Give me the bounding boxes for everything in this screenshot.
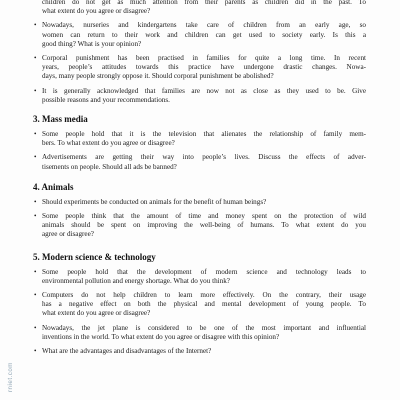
text-line: years, people’s attitudes towards this practice have undergone drastic changes. Nowa- xyxy=(42,63,366,72)
text-line: animals should be spent on improving the well-being of humans. To what extent do you xyxy=(42,221,366,230)
text-line: agree or disagree? xyxy=(42,230,94,239)
text-line: Advertisements are getting their way into people’s lives. Discuss the effects of adver- xyxy=(42,153,366,162)
list-item xyxy=(34,347,366,356)
bullet-icon: • xyxy=(34,130,37,139)
list-item xyxy=(34,212,366,240)
text-line: Should experiments be conducted on animals for the benefit of human beings? xyxy=(42,197,267,206)
text-line: days, many people strongly oppose it. Should corporal punishment be abolished? xyxy=(42,72,274,81)
text-line: environmental pollution and energy shortage. What do you think? xyxy=(42,276,230,285)
text-line: children do not get as much attention from their parents as children did in the past. To xyxy=(42,0,366,6)
text-line: Nowadays, the jet plane is considered to be one of the most important and influential xyxy=(42,323,366,332)
text-line: women can return to their work and children can get used to society early. Is this a xyxy=(42,30,366,39)
text-line: tisements on people. Should all ads be banned? xyxy=(42,162,177,171)
bullet-list xyxy=(0,268,400,357)
section xyxy=(0,0,400,105)
list-item xyxy=(34,323,366,342)
text-line: Some people think that the amount of time and money spent on the protection of wild xyxy=(42,212,366,221)
list-item xyxy=(34,197,366,207)
bullet-icon: • xyxy=(34,291,37,300)
bullet-icon: • xyxy=(34,54,37,63)
text-line: what extent do you agree or disagree? xyxy=(42,309,151,318)
text-line: It is generally acknowledged that families are now not as close as they used to be. Give xyxy=(42,86,366,95)
text-line: Nowadays, nurseries and kindergartens take care of children from an early age, so xyxy=(42,21,366,30)
list-item xyxy=(34,153,366,171)
text-line: Computers do not help children to learn more effectively. On the contrary, their usage xyxy=(42,291,366,300)
text-line: Corporal punishment has been practised in families for quite a long time. In recent xyxy=(42,54,366,63)
list-item xyxy=(34,291,366,319)
section xyxy=(0,181,400,240)
list-item xyxy=(34,267,366,286)
bullet-icon: • xyxy=(34,86,37,95)
list-item xyxy=(34,130,366,148)
text-line: possible reasons and your recommendations. xyxy=(42,95,170,104)
section-heading: 5. Modern science & technology xyxy=(33,251,156,262)
text-line: What are the advantages and disadvantages of the Internet? xyxy=(42,347,212,356)
bullet-icon: • xyxy=(34,347,37,356)
text-line: Some people hold that it is the television that alienates the relationship of family mem- xyxy=(42,130,366,139)
text-line: good thing? What is your opinion? xyxy=(42,39,142,48)
text-line: what extent do you agree or disagree? xyxy=(42,7,151,16)
bullet-list xyxy=(0,0,400,105)
section xyxy=(0,251,400,357)
text-line: has a negative effect on both the physical and mental development of young people. To xyxy=(42,300,366,309)
list-item xyxy=(34,86,366,105)
section xyxy=(0,113,400,172)
section-heading: 4. Animals xyxy=(33,181,74,192)
bullet-list xyxy=(0,198,400,240)
bullet-icon: • xyxy=(34,21,37,30)
bullet-icon: • xyxy=(34,197,37,206)
section-heading: 3. Mass media xyxy=(33,114,88,125)
bullet-icon: • xyxy=(34,212,37,221)
bullet-icon: • xyxy=(34,153,37,162)
bullet-icon: • xyxy=(34,323,37,332)
bullet-list xyxy=(0,130,400,172)
list-item xyxy=(34,54,366,82)
list-item xyxy=(42,0,366,16)
side-watermark: rniet.com xyxy=(7,362,14,392)
bullet-icon: • xyxy=(34,267,37,276)
text-line: Some people hold that the development of modern science and technology leads to xyxy=(42,267,366,276)
list-item xyxy=(34,21,366,49)
text-line: inventions in the world. To what extent do you agree or disagree with this opinion? xyxy=(42,332,280,341)
text-line: bers. To what extent do you agree or disagree? xyxy=(42,139,175,148)
